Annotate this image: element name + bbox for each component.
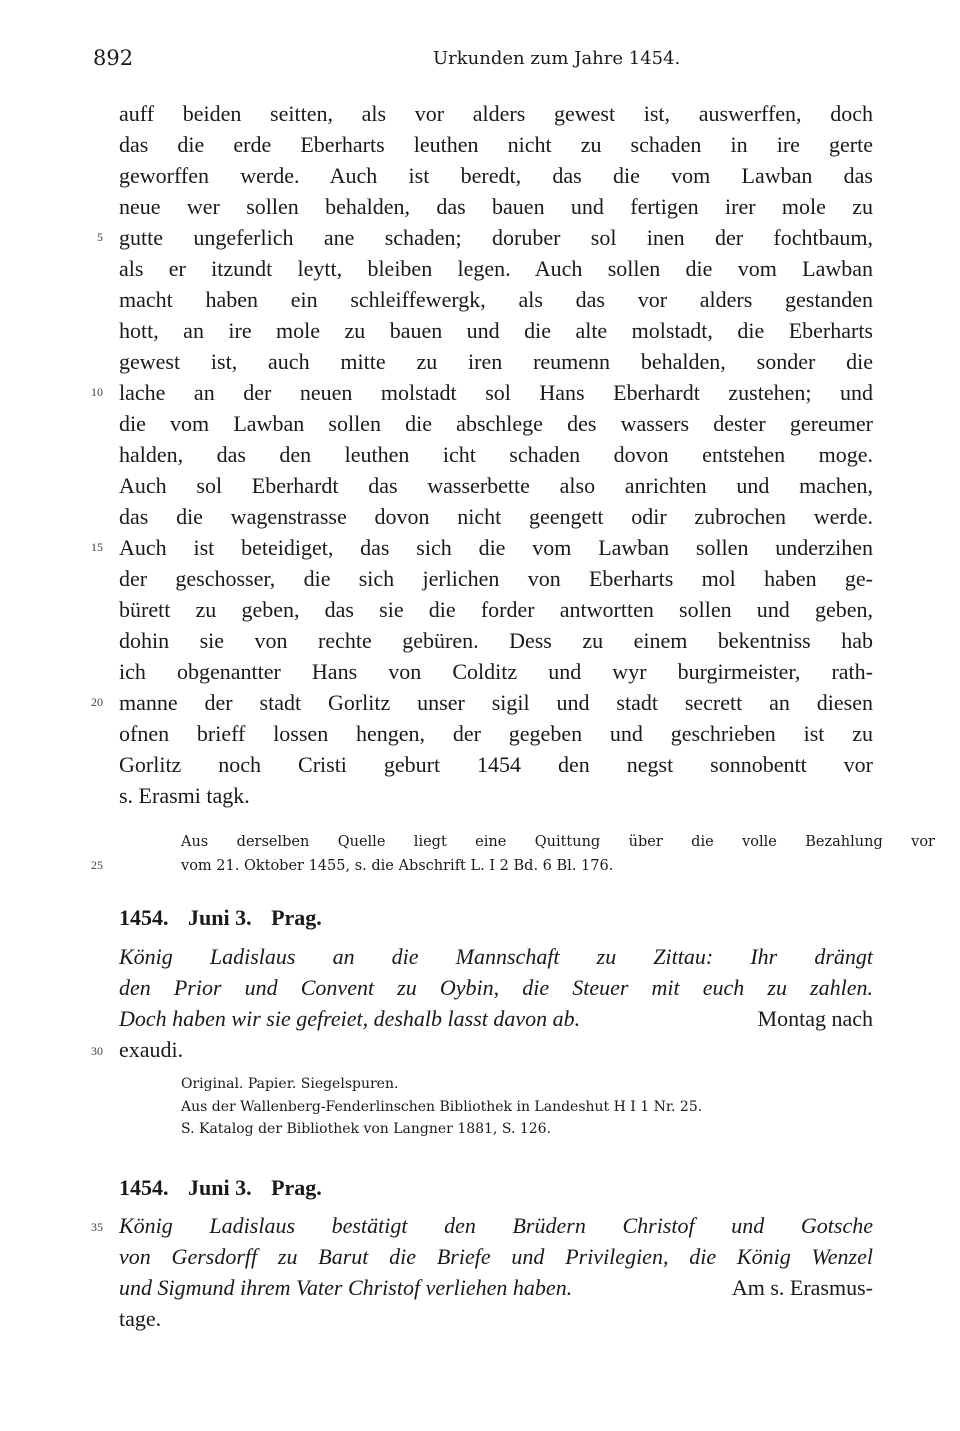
line-number: 5	[97, 230, 103, 244]
regest-line	[119, 1003, 873, 1034]
source-line: S. Katalog der Bibliothek von Langner 1881, S. 126.	[181, 1121, 552, 1137]
text-line: macht haben ein schleiffewergk, als das vor alders gestanden	[119, 287, 873, 312]
text-line: die vom Lawban sollen die abschlege des wassers dester gereumer	[119, 411, 873, 436]
regest-line	[119, 1241, 873, 1272]
entry-heading	[119, 1173, 322, 1203]
regest-text: König Ladislaus bestätigt den Brüdern Christof und Gotsche	[119, 1213, 873, 1238]
entry-place: Prag.	[271, 905, 322, 930]
line-number: 10	[91, 385, 103, 399]
text-line: neue wer sollen behalden, das bauen und fertigen irer mole zu	[119, 194, 873, 219]
regest-line	[119, 941, 873, 972]
line-number: 35	[91, 1220, 103, 1234]
regest-date-text: Am s. Erasmus-	[731, 1275, 873, 1300]
regest-text: und Sigmund ihrem Vater Christof verliehen haben.	[119, 1275, 573, 1300]
entry-heading	[119, 903, 322, 933]
text-line: hott, an ire mole zu bauen und die alte molstadt, die Eberharts	[119, 318, 873, 343]
text-line: gutte ungeferlich ane schaden; doruber sol inen der fochtbaum,	[119, 225, 873, 250]
text-line: Gorlitz noch Cristi geburt 1454 den negst sonnobentt vor	[119, 752, 873, 777]
regest-date-text: Montag nach	[757, 1006, 873, 1031]
page-number: 892	[93, 46, 134, 70]
entry-place: Prag.	[271, 1175, 322, 1200]
text-line: Auch sol Eberhardt das wasserbette also anrichten und machen,	[119, 473, 873, 498]
regest-line: exaudi.	[119, 1037, 184, 1062]
regest-text: König Ladislaus an die Mannschaft zu Zittau: Ihr drängt	[119, 944, 873, 969]
text-line: halden, das den leuthen icht schaden dovon entstehen moge.	[119, 442, 873, 467]
text-line: manne der stadt Gorlitz unser sigil und stadt secrett an diesen	[119, 690, 873, 715]
entry-year: 1454.	[119, 1175, 169, 1200]
regest-line	[119, 1272, 873, 1303]
source-note-line: Aus derselben Quelle liegt eine Quittung über die volle Bezahlung vor	[181, 834, 935, 850]
regest-text: von Gersdorff zu Barut die Briefe und Privilegien, die König Wenzel	[119, 1244, 873, 1269]
source-line: Aus der Wallenberg-Fenderlinschen Bibliothek in Landeshut H I 1 Nr. 25.	[181, 1099, 703, 1115]
source-note-line: vom 21. Oktober 1455, s. die Abschrift L. I 2 Bd. 6 Bl. 176.	[181, 858, 614, 874]
running-head: Urkunden zum Jahre 1454.	[433, 48, 681, 69]
regest-line: tage.	[119, 1306, 162, 1331]
text-line: bürett zu geben, das sie die forder antwortten sollen und geben,	[119, 597, 873, 622]
text-line: das die wagenstrasse dovon nicht geengett odir zubrochen werde.	[119, 504, 873, 529]
regest-line	[119, 1210, 873, 1241]
entry-date: Juni 3.	[188, 905, 252, 930]
regest-text: den Prior und Convent zu Oybin, die Steuer mit euch zu zahlen.	[119, 975, 873, 1000]
entry-year: 1454.	[119, 905, 169, 930]
text-line: gewest ist, auch mitte zu iren reumenn behalden, sonder die	[119, 349, 873, 374]
text-line: ofnen brieff lossen hengen, der gegeben und geschrieben ist zu	[119, 721, 873, 746]
text-line: s. Erasmi tagk.	[119, 783, 250, 808]
line-number: 20	[91, 695, 103, 709]
line-number: 30	[91, 1044, 103, 1058]
text-line: als er itzundt leytt, bleiben legen. Auch sollen die vom Lawban	[119, 256, 873, 281]
source-line: Original. Papier. Siegelspuren.	[181, 1076, 399, 1092]
line-number: 15	[91, 540, 103, 554]
entry-date: Juni 3.	[188, 1175, 252, 1200]
text-line: das die erde Eberharts leuthen nicht zu schaden in ire gerte	[119, 132, 873, 157]
regest-text: Doch haben wir sie gefreiet, deshalb lasst davon ab.	[119, 1006, 581, 1031]
regest-line	[119, 972, 873, 1003]
text-line: auff beiden seitten, als vor alders gewest ist, auswerffen, doch	[119, 101, 873, 126]
line-number: 25	[91, 858, 103, 872]
text-line: dohin sie von rechte gebüren. Dess zu einem bekentniss hab	[119, 628, 873, 653]
text-line: ich obgenantter Hans von Colditz und wyr burgirmeister, rath-	[119, 659, 873, 684]
page-header	[93, 46, 883, 78]
text-line: lache an der neuen molstadt sol Hans Eberhardt zustehen; und	[119, 380, 873, 405]
text-line: der geschosser, die sich jerlichen von Eberharts mol haben ge-	[119, 566, 873, 591]
text-line: geworffen werde. Auch ist beredt, das die vom Lawban das	[119, 163, 873, 188]
text-line: Auch ist beteidiget, das sich die vom Lawban sollen underzihen	[119, 535, 873, 560]
